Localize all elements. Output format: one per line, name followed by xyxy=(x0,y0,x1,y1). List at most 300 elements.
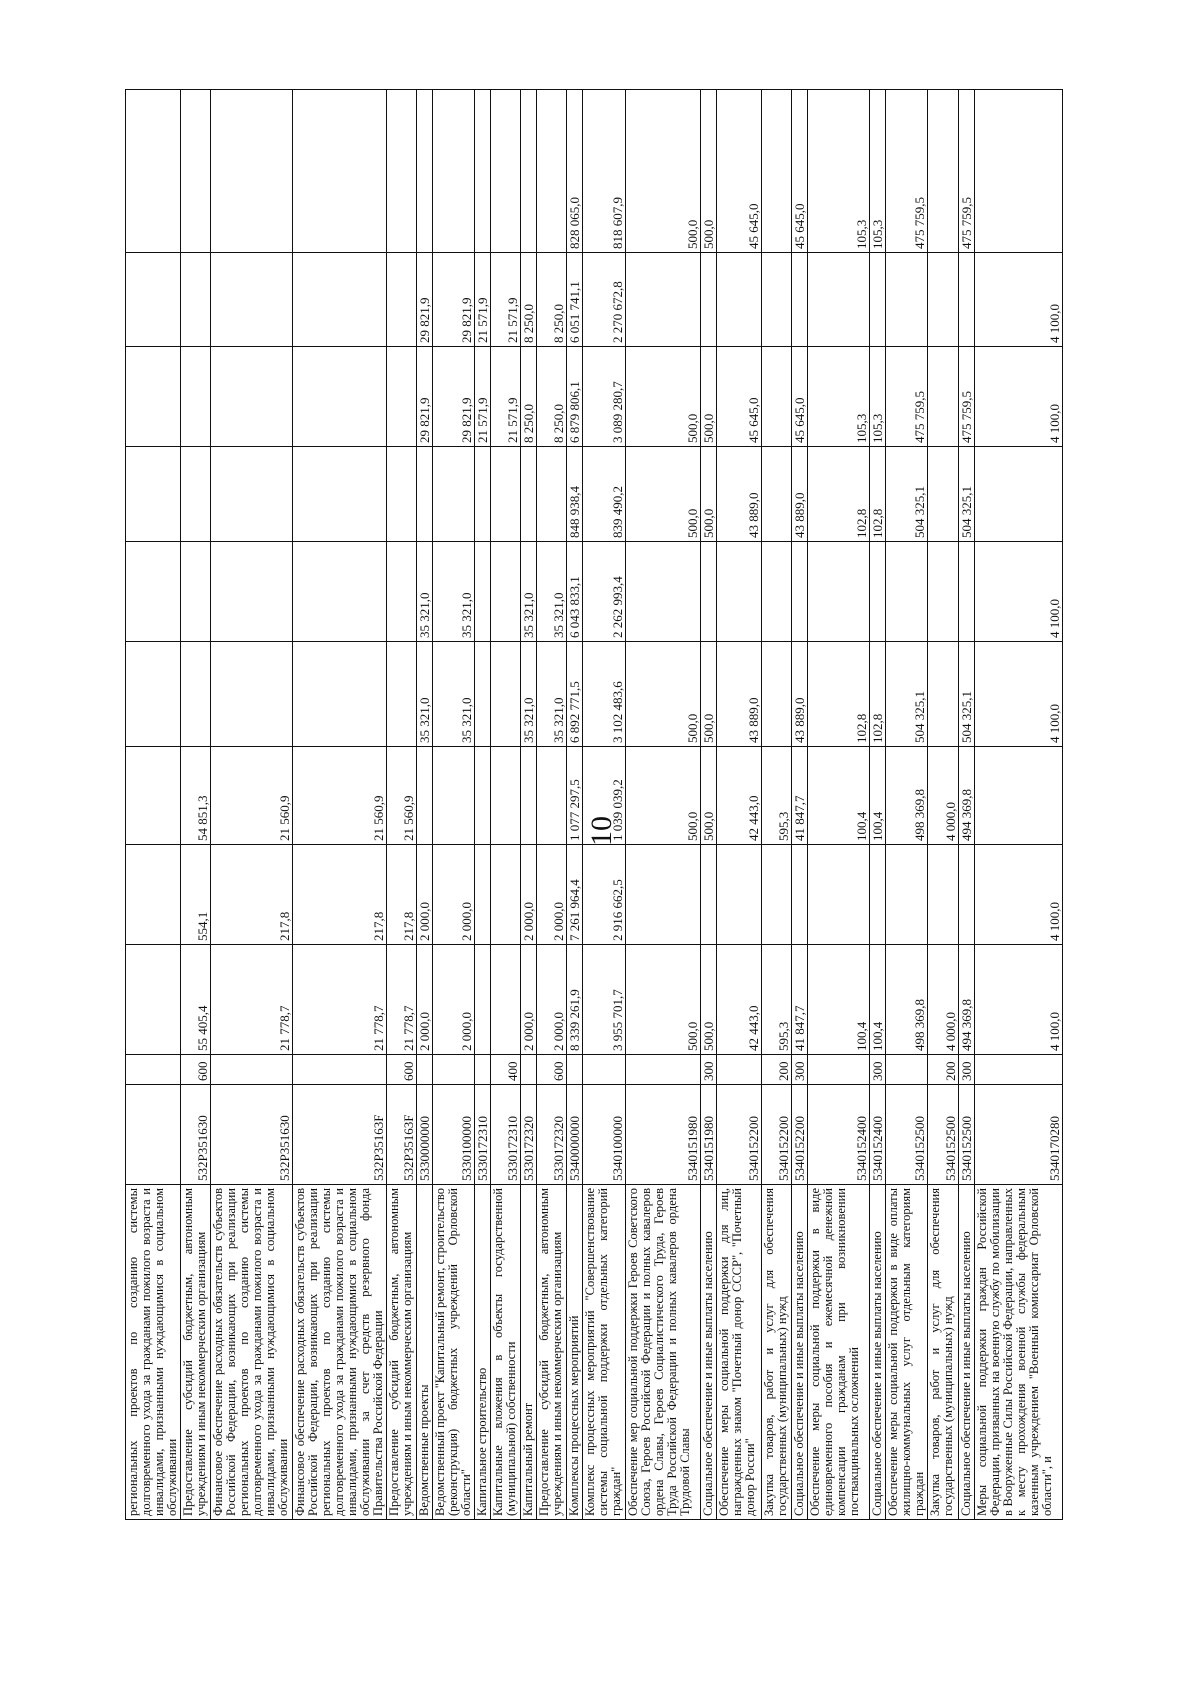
row-value-2 xyxy=(958,845,974,945)
row-value-5 xyxy=(126,542,181,642)
row-value-9: 500,0 xyxy=(700,90,716,253)
row-name: Капитальное строительство xyxy=(475,1185,491,1520)
row-name: Социальное обеспечение и иные выплаты населению xyxy=(700,1185,716,1520)
row-value-4 xyxy=(761,642,791,747)
row-value-7: 8 250,0 xyxy=(537,347,567,447)
row-value-6 xyxy=(761,447,791,542)
row-value-6 xyxy=(386,447,416,542)
row-value-5: 35 321,0 xyxy=(521,542,537,642)
row-value-5 xyxy=(958,542,974,642)
row-value-6 xyxy=(432,447,474,542)
row-name: Социальное обеспечение и иные выплаты населению xyxy=(870,1185,886,1520)
row-name: Обеспечение меры социальной поддержки в виде оплаты жилищно-коммунальных услуг отдельным категориям граждан xyxy=(886,1185,928,1520)
row-expense-type xyxy=(475,1055,491,1085)
row-value-7: 45 645,0 xyxy=(792,347,808,447)
row-value-1: 100,4 xyxy=(808,945,870,1055)
row-value-4: 43 889,0 xyxy=(716,642,761,747)
row-value-3 xyxy=(475,747,491,845)
row-value-5 xyxy=(211,542,292,642)
row-expense-type xyxy=(808,1055,870,1085)
row-value-6 xyxy=(928,447,958,542)
table-row xyxy=(491,90,521,1520)
row-value-3: 1 039 039,2 xyxy=(583,747,625,845)
row-value-5 xyxy=(761,542,791,642)
row-value-6: 43 889,0 xyxy=(792,447,808,542)
row-value-8 xyxy=(886,253,928,347)
row-value-3: 100,4 xyxy=(870,747,886,845)
row-value-3: 54 851,3 xyxy=(181,747,211,845)
row-value-5 xyxy=(886,542,928,642)
row-value-9: 818 607,9 xyxy=(583,90,625,253)
table-row xyxy=(958,90,974,1520)
row-value-2: 7 261 964,4 xyxy=(567,845,583,945)
row-value-3: 595,3 xyxy=(761,747,791,845)
row-value-8 xyxy=(625,253,700,347)
row-value-5 xyxy=(700,542,716,642)
row-value-1: 494 369,8 xyxy=(958,945,974,1055)
row-value-1: 4 100,0 xyxy=(974,945,1062,1055)
row-value-9 xyxy=(928,90,958,253)
row-value-2: 2 000,0 xyxy=(521,845,537,945)
row-value-7: 29 821,9 xyxy=(416,347,432,447)
row-value-7 xyxy=(928,347,958,447)
row-value-9 xyxy=(211,90,292,253)
table-row xyxy=(181,90,211,1520)
row-code: 532P35163F xyxy=(292,1085,386,1185)
row-value-8: 29 821,9 xyxy=(416,253,432,347)
row-value-4: 4 100,0 xyxy=(974,642,1062,747)
row-value-5 xyxy=(716,542,761,642)
row-value-4 xyxy=(475,642,491,747)
row-value-1: 2 000,0 xyxy=(521,945,537,1055)
row-value-4: 500,0 xyxy=(700,642,716,747)
row-value-8 xyxy=(386,253,416,347)
row-value-8: 2 270 672,8 xyxy=(583,253,625,347)
row-value-1: 2 000,0 xyxy=(432,945,474,1055)
row-expense-type: 200 xyxy=(928,1055,958,1085)
row-value-2 xyxy=(928,845,958,945)
row-value-5: 2 262 993,4 xyxy=(583,542,625,642)
row-value-7: 29 821,9 xyxy=(432,347,474,447)
table-row xyxy=(808,90,870,1520)
row-value-1: 55 405,4 xyxy=(181,945,211,1055)
row-value-7 xyxy=(211,347,292,447)
table-row xyxy=(870,90,886,1520)
row-value-2 xyxy=(475,845,491,945)
row-value-7 xyxy=(292,347,386,447)
row-value-1 xyxy=(475,945,491,1055)
row-name: региональных проектов по созданию системы долговременного ухода за гражданами пожилого возраста и инвалидами, признанными нуждающимися в социальном обслуживании xyxy=(126,1185,181,1520)
row-code: 5340152400 xyxy=(870,1085,886,1185)
row-name: Социальное обеспечение и иные выплаты населению xyxy=(958,1185,974,1520)
row-expense-type xyxy=(716,1055,761,1085)
row-value-3: 41 847,7 xyxy=(792,747,808,845)
row-name: Закупка товаров, работ и услуг для обеспечения государственных (муниципальных) нужд xyxy=(761,1185,791,1520)
row-value-9 xyxy=(537,90,567,253)
table-row xyxy=(475,90,491,1520)
row-value-2: 2 000,0 xyxy=(537,845,567,945)
row-value-5 xyxy=(870,542,886,642)
row-expense-type xyxy=(625,1055,700,1085)
row-value-7 xyxy=(386,347,416,447)
row-value-2 xyxy=(761,845,791,945)
row-code: 5330172320 xyxy=(537,1085,567,1185)
row-value-6 xyxy=(126,447,181,542)
row-value-9: 45 645,0 xyxy=(792,90,808,253)
row-expense-type: 300 xyxy=(792,1055,808,1085)
table-row xyxy=(583,90,625,1520)
row-value-6: 848 938,4 xyxy=(567,447,583,542)
row-value-7: 4 100,0 xyxy=(974,347,1062,447)
row-value-9 xyxy=(126,90,181,253)
row-name: Комплекс процессных мероприятий "Совершенствование системы социальной поддержки отдельных категорий граждан" xyxy=(583,1185,625,1520)
row-value-3 xyxy=(432,747,474,845)
row-value-6: 102,8 xyxy=(870,447,886,542)
row-value-2: 554,1 xyxy=(181,845,211,945)
row-code: 5340152500 xyxy=(886,1085,928,1185)
row-value-6: 504 325,1 xyxy=(886,447,928,542)
row-value-5 xyxy=(386,542,416,642)
row-code: 5340151980 xyxy=(700,1085,716,1185)
row-value-9 xyxy=(475,90,491,253)
row-value-1: 100,4 xyxy=(870,945,886,1055)
row-value-1: 42 443,0 xyxy=(716,945,761,1055)
table-row xyxy=(974,90,1062,1520)
row-value-8: 21 571,9 xyxy=(491,253,521,347)
row-value-7: 475 759,5 xyxy=(886,347,928,447)
budget-table xyxy=(125,89,1063,1520)
table-row xyxy=(292,90,386,1520)
row-value-6 xyxy=(974,447,1062,542)
row-value-1: 21 778,7 xyxy=(211,945,292,1055)
row-code: 5340000000 xyxy=(567,1085,583,1185)
row-value-2 xyxy=(491,845,521,945)
row-value-3: 100,4 xyxy=(808,747,870,845)
row-code: 5340152500 xyxy=(958,1085,974,1185)
row-code: 5340170280 xyxy=(974,1085,1062,1185)
row-value-8 xyxy=(700,253,716,347)
row-value-7: 3 089 280,7 xyxy=(583,347,625,447)
row-value-4: 500,0 xyxy=(625,642,700,747)
row-value-3: 1 077 297,5 xyxy=(567,747,583,845)
row-value-8: 4 100,0 xyxy=(974,253,1062,347)
row-expense-type xyxy=(292,1055,386,1085)
row-value-2 xyxy=(808,845,870,945)
row-code: 532P351630 xyxy=(211,1085,292,1185)
row-value-1: 21 778,7 xyxy=(386,945,416,1055)
row-expense-type xyxy=(583,1055,625,1085)
row-value-1: 2 000,0 xyxy=(416,945,432,1055)
row-value-8 xyxy=(211,253,292,347)
row-value-5 xyxy=(292,542,386,642)
row-value-1: 21 778,7 xyxy=(292,945,386,1055)
row-value-9 xyxy=(416,90,432,253)
row-value-7: 21 571,9 xyxy=(475,347,491,447)
row-value-8: 6 051 741,1 xyxy=(567,253,583,347)
row-value-4 xyxy=(491,642,521,747)
table-row xyxy=(386,90,416,1520)
row-value-8: 29 821,9 xyxy=(432,253,474,347)
row-value-4 xyxy=(211,642,292,747)
row-value-7: 475 759,5 xyxy=(958,347,974,447)
row-code: 5330100000 xyxy=(432,1085,474,1185)
row-value-7 xyxy=(761,347,791,447)
row-value-6: 839 490,2 xyxy=(583,447,625,542)
row-value-2 xyxy=(870,845,886,945)
row-name: Обеспечение меры социальной поддержки в виде единовременного пособия и ежемесячной денежной компенсации гражданам при возникновении поствакцинальных осложнений xyxy=(808,1185,870,1520)
row-name: Меры социальной поддержки граждан Российской Федерации, призванных на военную службу по мобилизации в Вооруженные Силы Российской Федерации, направленных к месту прохождения военной службы федеральным казенным учреждением "Военный комиссариат Орловской области", и xyxy=(974,1185,1062,1520)
row-value-2 xyxy=(792,845,808,945)
row-code: 5330172310 xyxy=(491,1085,521,1185)
row-value-5: 4 100,0 xyxy=(974,542,1062,642)
row-value-6 xyxy=(491,447,521,542)
row-expense-type: 300 xyxy=(958,1055,974,1085)
row-value-7: 105,3 xyxy=(808,347,870,447)
row-value-4: 102,8 xyxy=(870,642,886,747)
row-value-7: 21 571,9 xyxy=(491,347,521,447)
row-value-9 xyxy=(761,90,791,253)
row-value-1: 500,0 xyxy=(625,945,700,1055)
row-value-3 xyxy=(126,747,181,845)
row-expense-type xyxy=(416,1055,432,1085)
row-value-5 xyxy=(181,542,211,642)
row-value-9 xyxy=(386,90,416,253)
table-row xyxy=(567,90,583,1520)
row-value-2: 217,8 xyxy=(386,845,416,945)
row-value-1: 2 000,0 xyxy=(537,945,567,1055)
page-number: 10 xyxy=(585,816,618,846)
row-value-7: 500,0 xyxy=(625,347,700,447)
row-value-4: 504 325,1 xyxy=(958,642,974,747)
row-value-2: 2 000,0 xyxy=(432,845,474,945)
row-value-6 xyxy=(211,447,292,542)
row-value-6 xyxy=(416,447,432,542)
row-value-6: 500,0 xyxy=(700,447,716,542)
row-value-9: 500,0 xyxy=(625,90,700,253)
row-value-3 xyxy=(416,747,432,845)
row-code: 5340100000 xyxy=(583,1085,625,1185)
row-value-4 xyxy=(181,642,211,747)
row-value-8 xyxy=(292,253,386,347)
table-row xyxy=(700,90,716,1520)
row-value-4: 35 321,0 xyxy=(416,642,432,747)
table-row xyxy=(537,90,567,1520)
row-value-4 xyxy=(928,642,958,747)
row-value-2 xyxy=(700,845,716,945)
table-row xyxy=(416,90,432,1520)
row-value-7: 6 879 806,1 xyxy=(567,347,583,447)
row-code: 5330172310 xyxy=(475,1085,491,1185)
row-value-2: 217,8 xyxy=(292,845,386,945)
row-value-2: 2 000,0 xyxy=(416,845,432,945)
row-value-8: 8 250,0 xyxy=(521,253,537,347)
row-value-3: 498 369,8 xyxy=(886,747,928,845)
row-value-7: 8 250,0 xyxy=(521,347,537,447)
row-value-5 xyxy=(792,542,808,642)
row-value-9 xyxy=(491,90,521,253)
row-value-6: 500,0 xyxy=(625,447,700,542)
row-expense-type xyxy=(432,1055,474,1085)
row-value-2 xyxy=(625,845,700,945)
row-value-5: 35 321,0 xyxy=(432,542,474,642)
row-name: Обеспечение меры социальной поддержки для лиц, награжденных знаком "Почетный донор СССР", "Почетный донор России" xyxy=(716,1185,761,1520)
row-value-9: 105,3 xyxy=(808,90,870,253)
row-value-6 xyxy=(521,447,537,542)
table-row xyxy=(792,90,808,1520)
row-value-9 xyxy=(181,90,211,253)
row-name: Капитальный ремонт xyxy=(521,1185,537,1520)
table-row xyxy=(211,90,292,1520)
row-value-5 xyxy=(475,542,491,642)
row-value-9: 45 645,0 xyxy=(716,90,761,253)
row-name: Капитальные вложения в объекты государственной (муниципальной) собственности xyxy=(491,1185,521,1520)
row-value-9 xyxy=(432,90,474,253)
row-expense-type xyxy=(521,1055,537,1085)
row-value-4: 504 325,1 xyxy=(886,642,928,747)
row-value-8 xyxy=(870,253,886,347)
row-value-6: 102,8 xyxy=(808,447,870,542)
row-value-4: 102,8 xyxy=(808,642,870,747)
row-code: 5340152200 xyxy=(792,1085,808,1185)
row-value-9 xyxy=(292,90,386,253)
row-value-1: 3 955 701,7 xyxy=(583,945,625,1055)
row-code: 5340152400 xyxy=(808,1085,870,1185)
row-value-8 xyxy=(958,253,974,347)
row-code: 532P351630 xyxy=(181,1085,211,1185)
row-name: Предоставление субсидий бюджетным, автономным учреждениям и иным некоммерческим организациям xyxy=(386,1185,416,1520)
row-value-3: 21 560,9 xyxy=(386,747,416,845)
row-value-9: 105,3 xyxy=(870,90,886,253)
row-value-6 xyxy=(537,447,567,542)
rotated-table-wrapper xyxy=(125,90,1063,1520)
row-expense-type: 600 xyxy=(537,1055,567,1085)
table-row xyxy=(716,90,761,1520)
row-value-6 xyxy=(181,447,211,542)
table-body xyxy=(126,90,1063,1520)
row-expense-type: 600 xyxy=(181,1055,211,1085)
row-expense-type xyxy=(211,1055,292,1085)
table-row xyxy=(928,90,958,1520)
row-value-7 xyxy=(126,347,181,447)
row-value-4: 6 892 771,5 xyxy=(567,642,583,747)
row-name: Социальное обеспечение и иные выплаты населению xyxy=(792,1185,808,1520)
row-code: 5340152200 xyxy=(716,1085,761,1185)
row-name: Предоставление субсидий бюджетным, автономным учреждениям и иным некоммерческим организациям xyxy=(181,1185,211,1520)
row-value-7: 500,0 xyxy=(700,347,716,447)
row-name: Закупка товаров, работ и услуг для обеспечения государственных (муниципальных) нужд xyxy=(928,1185,958,1520)
row-value-1 xyxy=(491,945,521,1055)
row-value-8 xyxy=(761,253,791,347)
table-row xyxy=(432,90,474,1520)
row-value-9: 828 065,0 xyxy=(567,90,583,253)
row-code: 5340151980 xyxy=(625,1085,700,1185)
table-row xyxy=(886,90,928,1520)
row-value-6: 43 889,0 xyxy=(716,447,761,542)
row-expense-type xyxy=(126,1055,181,1085)
row-value-4: 43 889,0 xyxy=(792,642,808,747)
row-value-1: 4 000,0 xyxy=(928,945,958,1055)
row-expense-type xyxy=(974,1055,1062,1085)
row-name: Финансовое обеспечение расходных обязательств субъектов Российской Федерации, возникающих при реализации региональных проектов по созданию системы долговременного ухода за гражданами пожилого возраста и инвалидами, признанными нуждающимися в социальном обслуживании xyxy=(211,1185,292,1520)
row-name: Ведомственный проект "Капитальный ремонт, строительство (реконструкция) бюджетных учреждений Орловской области" xyxy=(432,1185,474,1520)
row-value-9: 475 759,5 xyxy=(886,90,928,253)
row-expense-type xyxy=(886,1055,928,1085)
row-name: Ведомственные проекты xyxy=(416,1185,432,1520)
row-code: 5330172320 xyxy=(521,1085,537,1185)
row-value-9 xyxy=(974,90,1062,253)
row-value-6 xyxy=(292,447,386,542)
row-value-9 xyxy=(521,90,537,253)
row-value-2 xyxy=(716,845,761,945)
table-row xyxy=(126,90,181,1520)
row-value-5 xyxy=(928,542,958,642)
row-value-1: 41 847,7 xyxy=(792,945,808,1055)
row-value-3 xyxy=(521,747,537,845)
row-value-8: 8 250,0 xyxy=(537,253,567,347)
row-value-5: 35 321,0 xyxy=(416,542,432,642)
row-value-3 xyxy=(974,747,1062,845)
row-name: Обеспечение мер социальной поддержки Героев Советского Союза, Героев Российской Федерации и полных кавалеров ордена Славы, Героев Социалистического Труда, Героев Труда Российской Федерации и полных кавалеров ордена Трудовой Славы xyxy=(625,1185,700,1520)
row-value-8: 21 571,9 xyxy=(475,253,491,347)
row-value-9: 475 759,5 xyxy=(958,90,974,253)
row-code: 5340152200 xyxy=(761,1085,791,1185)
row-value-4 xyxy=(386,642,416,747)
row-value-7 xyxy=(181,347,211,447)
row-expense-type: 300 xyxy=(700,1055,716,1085)
row-value-5 xyxy=(491,542,521,642)
row-expense-type: 400 xyxy=(491,1055,521,1085)
row-value-4: 3 102 483,6 xyxy=(583,642,625,747)
row-value-3 xyxy=(537,747,567,845)
row-value-7: 105,3 xyxy=(870,347,886,447)
row-value-5 xyxy=(808,542,870,642)
row-value-7: 45 645,0 xyxy=(716,347,761,447)
row-value-1: 498 369,8 xyxy=(886,945,928,1055)
row-value-4: 35 321,0 xyxy=(432,642,474,747)
row-value-3: 500,0 xyxy=(625,747,700,845)
row-value-1 xyxy=(126,945,181,1055)
row-code xyxy=(126,1085,181,1185)
row-value-3: 500,0 xyxy=(700,747,716,845)
row-value-3 xyxy=(491,747,521,845)
row-value-5: 6 043 833,1 xyxy=(567,542,583,642)
row-value-8 xyxy=(716,253,761,347)
row-value-5: 35 321,0 xyxy=(537,542,567,642)
row-name: Финансовое обеспечение расходных обязательств субъектов Российской Федерации, возникающих при реализации региональных проектов по созданию системы долговременного ухода за гражданами пожилого возраста и инвалидами, признанными нуждающимися в социальном обслуживании за счет средств резервного фонда Правительства Российской Федерации xyxy=(292,1185,386,1520)
row-value-3: 4 000,0 xyxy=(928,747,958,845)
row-expense-type xyxy=(567,1055,583,1085)
row-value-1: 8 339 261,9 xyxy=(567,945,583,1055)
row-code: 5340152500 xyxy=(928,1085,958,1185)
row-code: 532P35163F xyxy=(386,1085,416,1185)
row-value-1: 500,0 xyxy=(700,945,716,1055)
row-name: Предоставление субсидий бюджетным, автономным учреждениям и иным некоммерческим организациям xyxy=(537,1185,567,1520)
row-value-2: 4 100,0 xyxy=(974,845,1062,945)
table-row xyxy=(521,90,537,1520)
row-value-8 xyxy=(808,253,870,347)
row-value-8 xyxy=(928,253,958,347)
row-value-4 xyxy=(126,642,181,747)
row-code: 5330000000 xyxy=(416,1085,432,1185)
row-value-1: 595,3 xyxy=(761,945,791,1055)
row-value-8 xyxy=(181,253,211,347)
row-value-4 xyxy=(292,642,386,747)
row-value-8 xyxy=(126,253,181,347)
row-value-3: 494 369,8 xyxy=(958,747,974,845)
row-value-3: 21 560,9 xyxy=(211,747,292,845)
row-value-3: 42 443,0 xyxy=(716,747,761,845)
row-value-2 xyxy=(126,845,181,945)
